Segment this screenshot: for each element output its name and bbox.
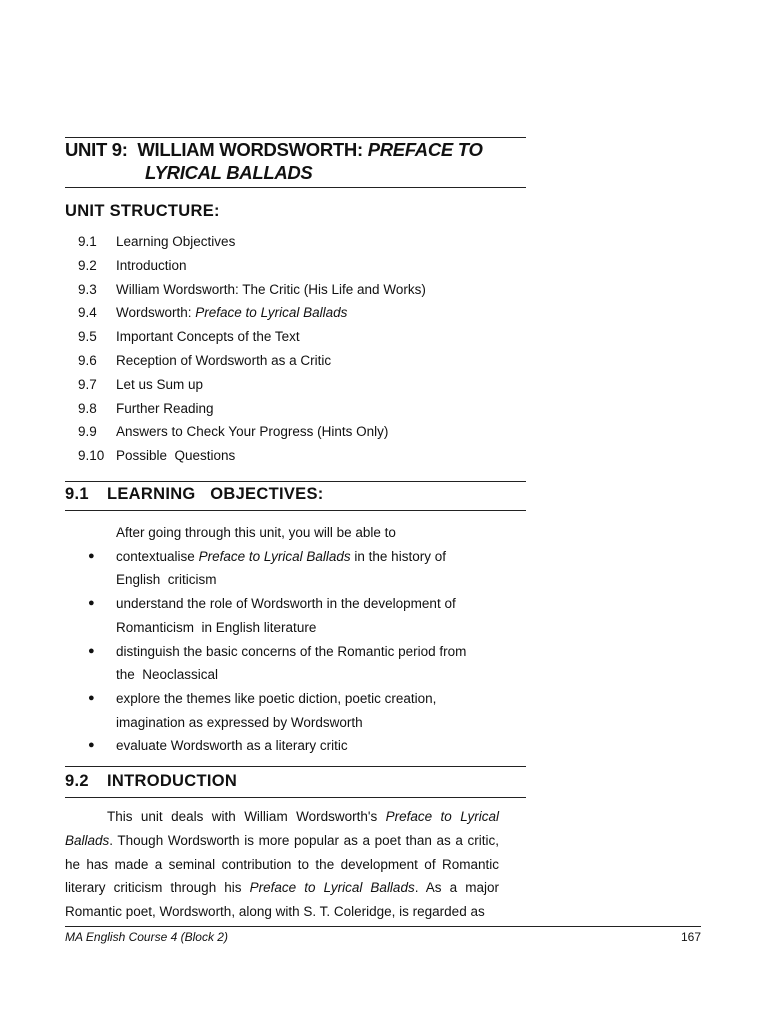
objective-text: distinguish the basic concerns of the Romantic period from bbox=[116, 643, 467, 659]
bullet-icon: ● bbox=[88, 549, 95, 562]
unit-structure-list bbox=[78, 230, 518, 468]
introduction-paragraph bbox=[65, 805, 499, 924]
section-title: INTRODUCTION bbox=[107, 772, 238, 790]
paragraph-text-italic: Preface to Lyrical Ballads bbox=[65, 809, 499, 848]
page-footer bbox=[65, 930, 701, 944]
toc-text: Important Concepts of the Text bbox=[116, 329, 300, 345]
bullet-icon: ● bbox=[88, 644, 95, 657]
toc-text: Further Reading bbox=[116, 400, 214, 416]
toc-item bbox=[78, 349, 518, 373]
section-title: LEARNING OBJECTIVES: bbox=[107, 485, 324, 503]
toc-text: Let us Sum up bbox=[116, 376, 204, 392]
toc-number: 9.8 bbox=[78, 400, 97, 416]
section-number: 9.1 bbox=[65, 485, 89, 503]
toc-item bbox=[78, 254, 518, 278]
objective-text: the Neoclassical bbox=[116, 667, 219, 683]
objective-text: imagination as expressed by Wordsworth bbox=[116, 714, 363, 730]
objectives-top-rule bbox=[65, 481, 526, 482]
toc-number: 9.3 bbox=[78, 281, 97, 297]
introduction-bottom-rule bbox=[65, 797, 526, 798]
paragraph-text: . Though Wordsworth is more popular as a poet than as a critic, he has made a seminal contribution to the development of Romantic literary criticism through his bbox=[65, 832, 499, 896]
toc-item bbox=[78, 420, 518, 444]
introduction-heading bbox=[65, 772, 237, 791]
objective-text: English criticism bbox=[116, 572, 217, 588]
objectives-bottom-rule bbox=[65, 510, 526, 511]
toc-number: 9.2 bbox=[78, 257, 97, 273]
toc-number: 9.10 bbox=[78, 448, 105, 464]
introduction-top-rule bbox=[65, 766, 526, 767]
paragraph-text: This unit deals with William Wordsworth's bbox=[107, 809, 386, 824]
unit-title bbox=[65, 138, 483, 184]
paragraph-text-italic: Preface to Lyrical Ballads bbox=[249, 880, 415, 896]
toc-number: 9.5 bbox=[78, 329, 97, 345]
page-number: 167 bbox=[680, 930, 701, 944]
objective-text: evaluate Wordsworth as a literary critic bbox=[116, 738, 348, 754]
unit-title-italic-1: PREFACE TO bbox=[367, 139, 483, 160]
objectives-heading bbox=[65, 485, 324, 504]
toc-text: Wordsworth: bbox=[116, 305, 196, 321]
bullet-icon: ● bbox=[88, 597, 95, 610]
toc-text: Introduction bbox=[116, 257, 187, 273]
toc-number: 9.1 bbox=[78, 234, 97, 249]
toc-text: Learning Objectives bbox=[116, 234, 236, 249]
unit-structure-heading: UNIT STRUCTURE: bbox=[65, 202, 220, 220]
objective-item bbox=[88, 592, 516, 639]
unit-author: WILLIAM WORDSWORTH: bbox=[137, 139, 363, 160]
objective-item bbox=[88, 734, 516, 758]
objective-item bbox=[88, 640, 516, 687]
objective-item bbox=[88, 687, 516, 734]
bullet-icon: ● bbox=[88, 739, 95, 752]
toc-number: 9.9 bbox=[78, 424, 97, 440]
objective-text: Romanticism in English literature bbox=[116, 619, 317, 635]
objective-text: contextualise bbox=[116, 548, 199, 564]
objectives-intro: After going through this unit, you will be able to bbox=[116, 525, 396, 540]
toc-text: William Wordsworth: The Critic (His Life and Works) bbox=[116, 281, 426, 297]
objectives-list bbox=[88, 521, 516, 758]
toc-item bbox=[78, 444, 518, 468]
objective-text-italic: Preface to Lyrical Ballads bbox=[198, 548, 351, 564]
toc-text: Answers to Check Your Progress (Hints Only) bbox=[116, 424, 389, 440]
toc-item bbox=[78, 397, 518, 421]
toc-number: 9.7 bbox=[78, 376, 97, 392]
unit-number: UNIT 9: bbox=[65, 139, 128, 160]
objective-item bbox=[88, 545, 516, 592]
paragraph-text: . As a major Romantic poet, Wordsworth, along with S. T. Coleridge, is regarded as bbox=[65, 880, 499, 920]
toc-item bbox=[78, 230, 518, 254]
toc-item bbox=[78, 301, 518, 325]
toc-number: 9.6 bbox=[78, 352, 97, 368]
toc-item bbox=[78, 325, 518, 349]
objective-text: in the history of bbox=[350, 548, 446, 564]
title-bottom-rule bbox=[65, 187, 526, 188]
objective-text: explore the themes like poetic diction, poetic creation, bbox=[116, 690, 437, 706]
course-label: MA English Course 4 (Block 2) bbox=[65, 930, 228, 944]
toc-text: Reception of Wordsworth as a Critic bbox=[116, 352, 332, 368]
toc-number: 9.4 bbox=[78, 305, 97, 321]
footer-rule bbox=[65, 926, 701, 927]
toc-item bbox=[78, 278, 518, 302]
objective-text: understand the role of Wordsworth in the development of bbox=[116, 596, 456, 612]
toc-text-italic: Preface to Lyrical Ballads bbox=[195, 305, 348, 321]
toc-item bbox=[78, 373, 518, 397]
toc-text: Possible Questions bbox=[116, 448, 236, 464]
unit-title-italic-2: LYRICAL BALLADS bbox=[145, 162, 313, 183]
section-number: 9.2 bbox=[65, 772, 89, 790]
bullet-icon: ● bbox=[88, 691, 95, 704]
